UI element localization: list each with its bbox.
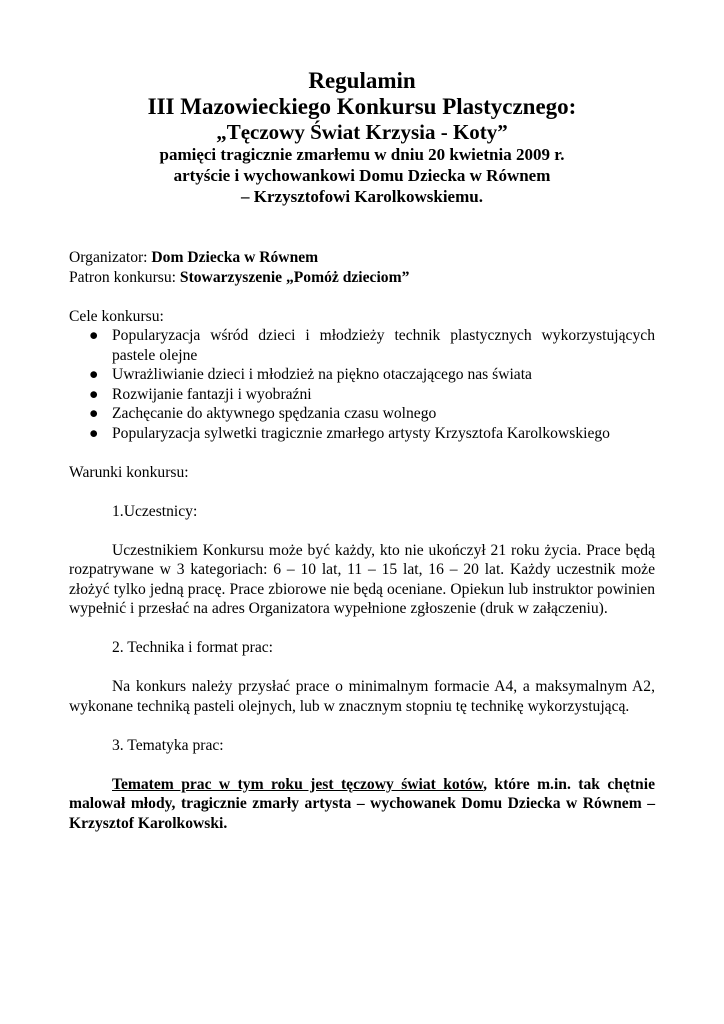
bullet-icon: ● — [89, 385, 99, 403]
document-body — [69, 248, 655, 833]
patron-value: Stowarzyszenie „Pomóż dzieciom” — [179, 268, 410, 286]
bullet-icon: ● — [89, 366, 99, 383]
bullet-icon: ● — [89, 405, 99, 422]
dedication-line-1: pamięci tragicznie zmarłemu w dniu 20 kwietnia 2009 r. — [159, 145, 565, 164]
goals-list — [69, 326, 655, 443]
dedication-line-3: – Krzysztofowi Karolkowskiemu. — [241, 187, 483, 206]
participants-paragraph: Uczestnikiem Konkursu może być każdy, kto nie ukończył 21 roku życia. Prace będą rozpatrywane w 3 kategoriach: 6 – 10 lat, 11 – 15 lat, 16 – 20 lat. Każdy uczestnik może złożyć tylko jedną pracę. Prace zbiorowe nie będą oceniane. Opiekun lub instruktor powinien wypełnić i przesłać na adres Organizatora wypełnione zgłoszenie (druk w załączeniu). — [69, 541, 655, 617]
theme-underlined-text: Tematem prac w tym roku jest tęczowy świat kotów — [112, 775, 484, 793]
list-item: ● Popularyzacja wśród dzieci i młodzieży technik plastycznych wykorzystujących pastele olejne — [89, 327, 655, 364]
technique-heading: 2. Technika i format prac: — [112, 639, 273, 656]
participants-heading: 1.Uczestnicy: — [112, 502, 198, 520]
theme-rest-text: , które m.in. tak chętnie malował młody, tragicznie zmarły artysta – wychowanek Domu Dziecka w Równem – Krzysztof Karolkowski. — [69, 775, 655, 832]
list-item: ● Popularyzacja sylwetki tragicznie zmarłego artysty Krzysztofa Karolkowskiego — [89, 424, 610, 442]
list-item: ● Zachęcanie do aktywnego spędzania czasu wolnego — [89, 405, 437, 422]
goals-heading: Cele konkursu: — [69, 307, 164, 325]
list-item: ● Rozwijanie fantazji i wyobraźni — [89, 385, 312, 403]
technique-paragraph: Na konkurs należy przysłać prace o minimalnym formacie A4, a maksymalnym A2, wykonane techniką pasteli olejnych, lub w znacznym stopniu tę technikę wykorzystującą. — [69, 678, 655, 715]
organizer-value: Dom Dziecka w Równem — [151, 249, 319, 266]
list-item: ● Uwrażliwianie dzieci i młodzież na piękno otaczającego nas świata — [89, 366, 532, 383]
title-contest-name: III Mazowieckiego Konkursu Plastycznego: — [147, 94, 577, 119]
dedication-line-2: artyście i wychowankowi Domu Dziecka w Równem — [173, 166, 551, 185]
document-header — [69, 68, 655, 207]
title-contest-theme: „Tęczowy Świat Krzysia - Koty” — [216, 120, 508, 144]
theme-heading: 3. Tematyka prac: — [112, 736, 224, 754]
organizer-line — [69, 248, 655, 268]
patron-line — [69, 268, 655, 288]
patron-label: Patron konkursu: — [69, 268, 180, 286]
bullet-icon: ● — [89, 424, 99, 442]
bullet-icon: ● — [89, 327, 99, 344]
conditions-heading: Warunki konkursu: — [69, 463, 189, 481]
organizer-label: Organizator: — [69, 249, 152, 266]
title-regulamin: Regulamin — [308, 68, 416, 93]
theme-paragraph — [69, 775, 655, 834]
